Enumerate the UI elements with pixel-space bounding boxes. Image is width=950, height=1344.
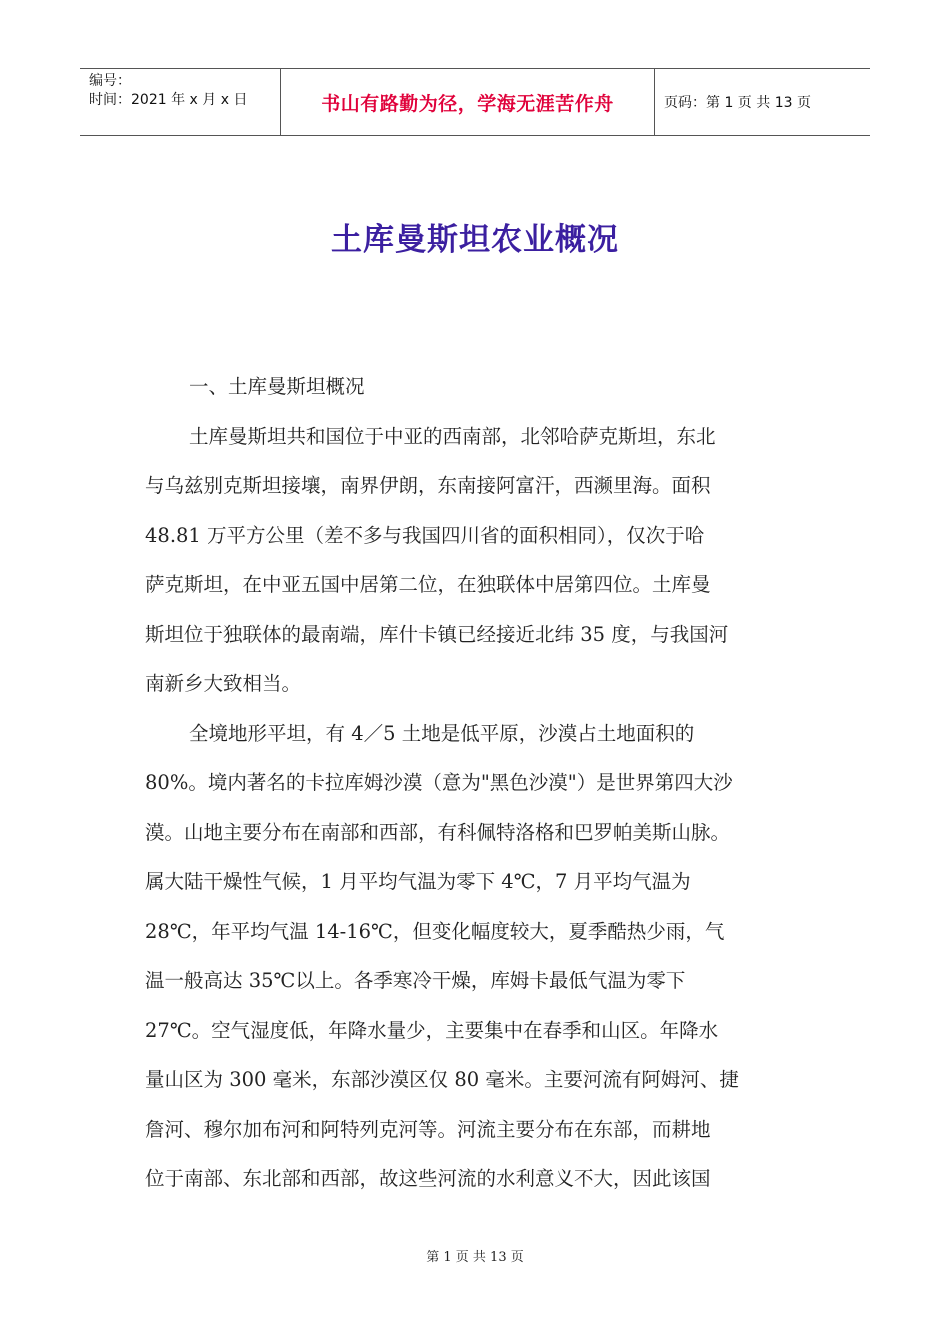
header-meta-cell: [80, 69, 281, 135]
text-line: 全境地形平坦，有 4／5 土地是低平原，沙漠占土地面积的: [189, 721, 695, 745]
text-line: 48.81 万平方公里（差不多与我国四川省的面积相同），仅次于哈: [145, 523, 705, 547]
text-line: 斯坦位于独联体的最南端，库什卡镇已经接近北纬 35 度，与我国河: [145, 622, 729, 646]
text-line: 温一般高达 35℃以上。各季寒冷干燥，库姆卡最低气温为零下: [145, 969, 686, 992]
text-line: 27℃。空气湿度低，年降水量少，主要集中在春季和山区。年降水: [145, 1018, 719, 1042]
page-info-cell: [655, 69, 870, 135]
text-line: 80%。境内著名的卡拉库姆沙漠（意为"黑色沙漠"）是世界第四大沙: [145, 771, 733, 794]
text-line: 与乌兹别克斯坦接壤，南界伊朗，东南接阿富汗，西濒里海。面积: [145, 474, 711, 497]
number-label: 编号：: [89, 73, 131, 89]
section-heading: 一、土库曼斯坦概况: [189, 375, 365, 398]
text-line: 28℃，年平均气温 14-16℃，但变化幅度较大，夏季酷热少雨，气: [145, 919, 725, 943]
motto-text: 书山有路勤为径，学海无涯苦作舟: [321, 92, 614, 115]
page-info-text: 页码：第 1 页 共 13 页: [664, 95, 811, 111]
text-line: 位于南部、东北部和西部，故这些河流的水利意义不大，因此该国: [145, 1167, 711, 1190]
text-line: 詹河、穆尔加布河和阿特列克河等。河流主要分布在东部，而耕地: [145, 1117, 711, 1141]
text-line: 属大陆干燥性气候，1 月平均气温为零下 4℃，7 月平均气温为: [145, 870, 691, 893]
header-table: [80, 68, 870, 136]
time-label: 时间：2021 年 x 月 x 日: [89, 92, 248, 108]
document-title: 土库曼斯坦农业概况: [331, 222, 619, 258]
text-line: 漠。山地主要分布在南部和西部，有科佩特洛格和巴罗帕美斯山脉。: [145, 820, 731, 844]
text-line: 萨克斯坦，在中亚五国中居第二位，在独联体中居第四位。土库曼: [145, 573, 711, 596]
text-line: 土库曼斯坦共和国位于中亚的西南部，北邻哈萨克斯坦，东北: [189, 424, 716, 448]
document-body: [145, 362, 805, 1204]
motto-cell: [281, 69, 655, 135]
page-footer: 第 1 页 共 13 页: [426, 1250, 524, 1265]
text-line: 南新乡大致相当。: [145, 672, 302, 695]
text-line: 量山区为 300 毫米，东部沙漠区仅 80 毫米。主要河流有阿姆河、捷: [145, 1068, 739, 1091]
